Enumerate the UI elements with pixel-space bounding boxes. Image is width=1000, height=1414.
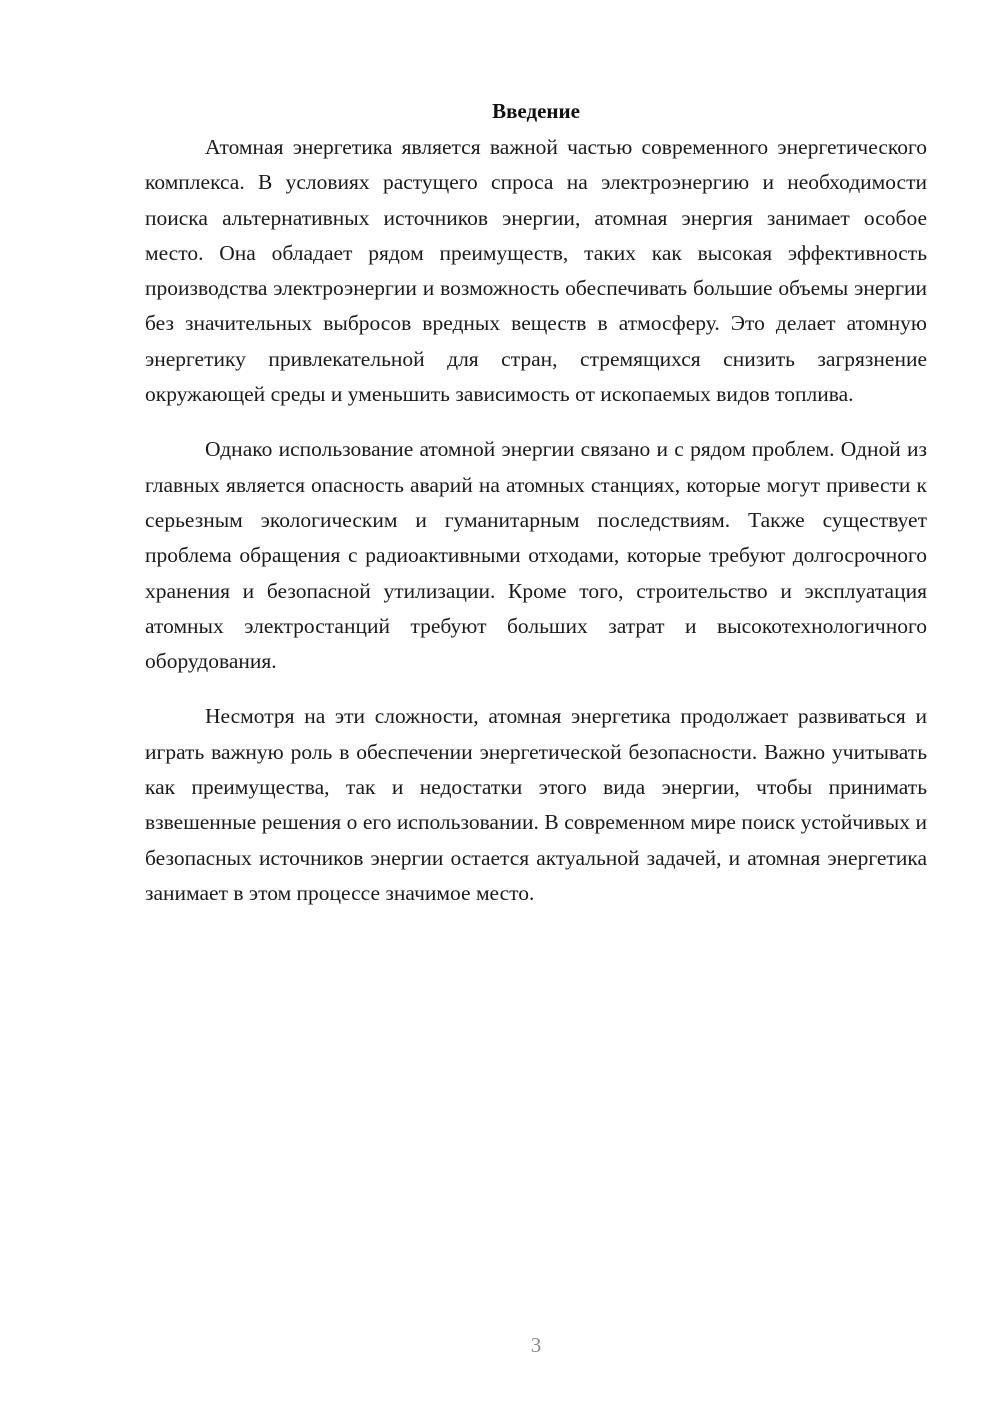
page-content [145, 92, 927, 911]
paragraph-2: Однако использование атомной энергии связано и с рядом проблем. Одной из главных является опасность аварий на атомных станциях, которые могут привести к серьезным экологическим и гуманитарным последствиям. Также существует проблема обращения с радиоактивными отходами, которые требуют долгосрочного хранения и безопасной утилизации. Кроме того, строительство и эксплуатация атомных электростанций требуют больших затрат и высокотехнологичного оборудования. [145, 437, 927, 674]
page-number: 3 [530, 1333, 542, 1357]
paragraph-3: Несмотря на эти сложности, атомная энергетика продолжает развиваться и играть важную роль в обеспечении энергетической безопасности. Важно учитывать как преимущества, так и недостатки этого вида энергии, чтобы принимать взвешенные решения о его использовании. В современном мире поиск устойчивых и безопасных источников энергии остается актуальной задачей, и атомная энергетика занимает в этом процессе значимое место. [145, 704, 927, 905]
paragraph-1: Атомная энергетика является важной частью современного энергетического комплекса. В условиях растущего спроса на электроэнергию и необходимости поиска альтернативных источников энергии, атомная энергия занимает особое место. Она обладает рядом преимуществ, таких как высокая эффективность производства электроэнергии и возможность обеспечивать большие объемы энергии без значительных выбросов вредных веществ в атмосферу. Это делает атомную энергетику привлекательной для стран, стремящихся снизить загрязнение окружающей среды и уменьшить зависимость от ископаемых видов топлива. [145, 135, 927, 407]
section-title: Введение [492, 99, 580, 123]
